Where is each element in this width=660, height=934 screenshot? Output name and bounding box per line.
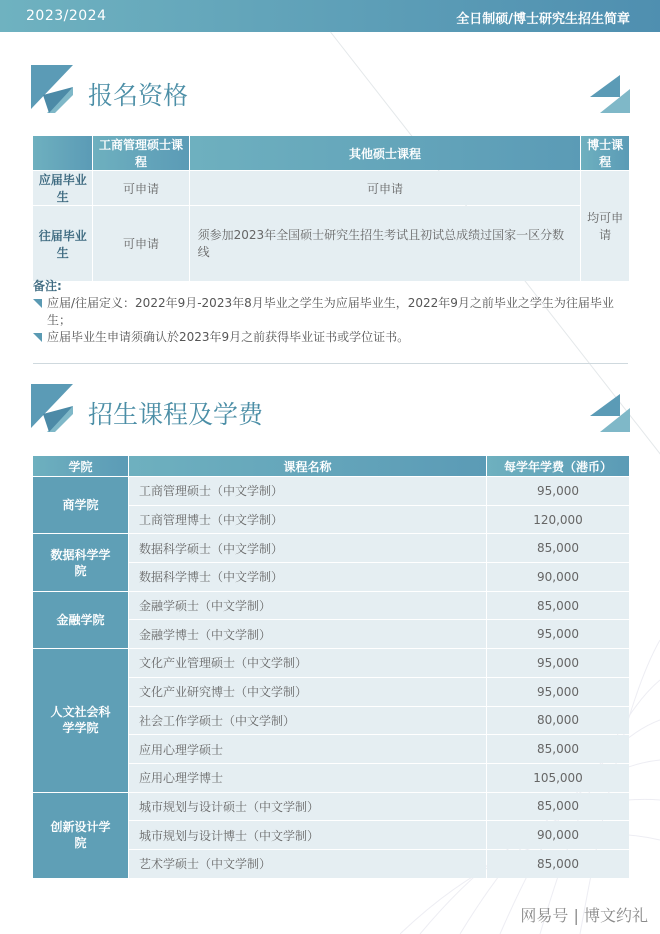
tuition-fee: 95,000: [487, 649, 629, 677]
table-header: 每学年学费（港币）: [487, 456, 629, 476]
table-row: [33, 477, 629, 505]
year-label: 2023/2024: [26, 8, 107, 24]
course-name: 数据科学硕士（中文学制）: [129, 534, 486, 562]
school-name: 人文社会科学学院: [33, 649, 128, 791]
course-name: 金融学硕士（中文学制）: [129, 592, 486, 620]
course-name: 城市规划与设计博士（中文学制）: [129, 821, 486, 849]
eligibility-table: [32, 135, 630, 282]
school-name: 商学院: [33, 477, 128, 533]
programs-fees-table: [32, 455, 630, 879]
notes: [33, 278, 633, 346]
brochure-title: 全日制硕/博士研究生招生简章: [456, 12, 630, 27]
table-row: [33, 592, 629, 620]
table-cell: 须参加2023年全国硕士研究生招生考试且初试总成绩过国家一区分数线: [190, 206, 581, 281]
table-header: [33, 136, 92, 170]
section-logo-icon: [31, 65, 75, 113]
course-name: 工商管理硕士（中文学制）: [129, 477, 486, 505]
row-label: 往届毕业生: [33, 206, 92, 281]
table-cell: 可申请: [93, 171, 188, 205]
course-name: 文化产业管理硕士（中文学制）: [129, 649, 486, 677]
tuition-fee: 85,000: [487, 592, 629, 620]
tuition-fee: 95,000: [487, 477, 629, 505]
corner-triangle-icon: [590, 75, 630, 113]
row-label: 应届毕业生: [33, 171, 92, 205]
watermark: 网易号 | 博文约礼: [520, 906, 648, 925]
section-title-programs: 招生课程及学费: [88, 400, 264, 429]
course-name: 文化产业研究博士（中文学制）: [129, 678, 486, 706]
tuition-fee: 85,000: [487, 793, 629, 821]
note-text: 应届毕业生申请须确认於2023年9月之前获得毕业证书或学位证书。: [47, 330, 410, 344]
tuition-fee: 105,000: [487, 764, 629, 792]
tuition-fee: 120,000: [487, 506, 629, 534]
table-cell: 均可申请: [581, 171, 629, 281]
tuition-fee: 90,000: [487, 563, 629, 591]
school-name: 创新设计学院: [33, 793, 128, 878]
course-name: 金融学博士（中文学制）: [129, 620, 486, 648]
school-name: 金融学院: [33, 592, 128, 648]
tuition-fee: 85,000: [487, 534, 629, 562]
note-item: [33, 295, 633, 329]
table-cell: 可申请: [190, 171, 581, 205]
table-header: 工商管理硕士课程: [93, 136, 188, 170]
table-row: [33, 649, 629, 677]
note-item: [33, 329, 633, 346]
course-name: 艺术学硕士（中文学制）: [129, 850, 486, 878]
section-logo-icon: [31, 384, 75, 432]
course-name: 应用心理学博士: [129, 764, 486, 792]
tuition-fee: 90,000: [487, 821, 629, 849]
course-name: 工商管理博士（中文学制）: [129, 506, 486, 534]
tuition-fee: 85,000: [487, 850, 629, 878]
course-name: 数据科学博士（中文学制）: [129, 563, 486, 591]
table-header: 博士课程: [581, 136, 629, 170]
tuition-fee: 80,000: [487, 707, 629, 735]
table-header: 其他硕士课程: [190, 136, 581, 170]
course-name: 社会工作学硕士（中文学制）: [129, 707, 486, 735]
tuition-fee: 95,000: [487, 620, 629, 648]
notes-heading: 备注:: [33, 279, 62, 293]
table-row: [33, 793, 629, 821]
table-header: 课程名称: [129, 456, 486, 476]
corner-triangle-icon: [590, 394, 630, 432]
table-cell: 可申请: [93, 206, 188, 281]
table-header: 学院: [33, 456, 128, 476]
divider: [33, 363, 628, 364]
triangle-bullet-icon: [33, 333, 42, 342]
school-name: 数据科学学院: [33, 534, 128, 590]
tuition-fee: 95,000: [487, 678, 629, 706]
table-row: [33, 534, 629, 562]
tuition-fee: 85,000: [487, 735, 629, 763]
course-name: 城市规划与设计硕士（中文学制）: [129, 793, 486, 821]
course-name: 应用心理学硕士: [129, 735, 486, 763]
header-bar: [0, 0, 660, 32]
note-text: 应届/往届定义：2022年9月-2023年8月毕业之学生为应届毕业生，2022年9月之前毕业之学生为往届毕业生；: [47, 296, 614, 327]
section-title-eligibility: 报名资格: [88, 81, 189, 110]
triangle-bullet-icon: [33, 299, 42, 308]
